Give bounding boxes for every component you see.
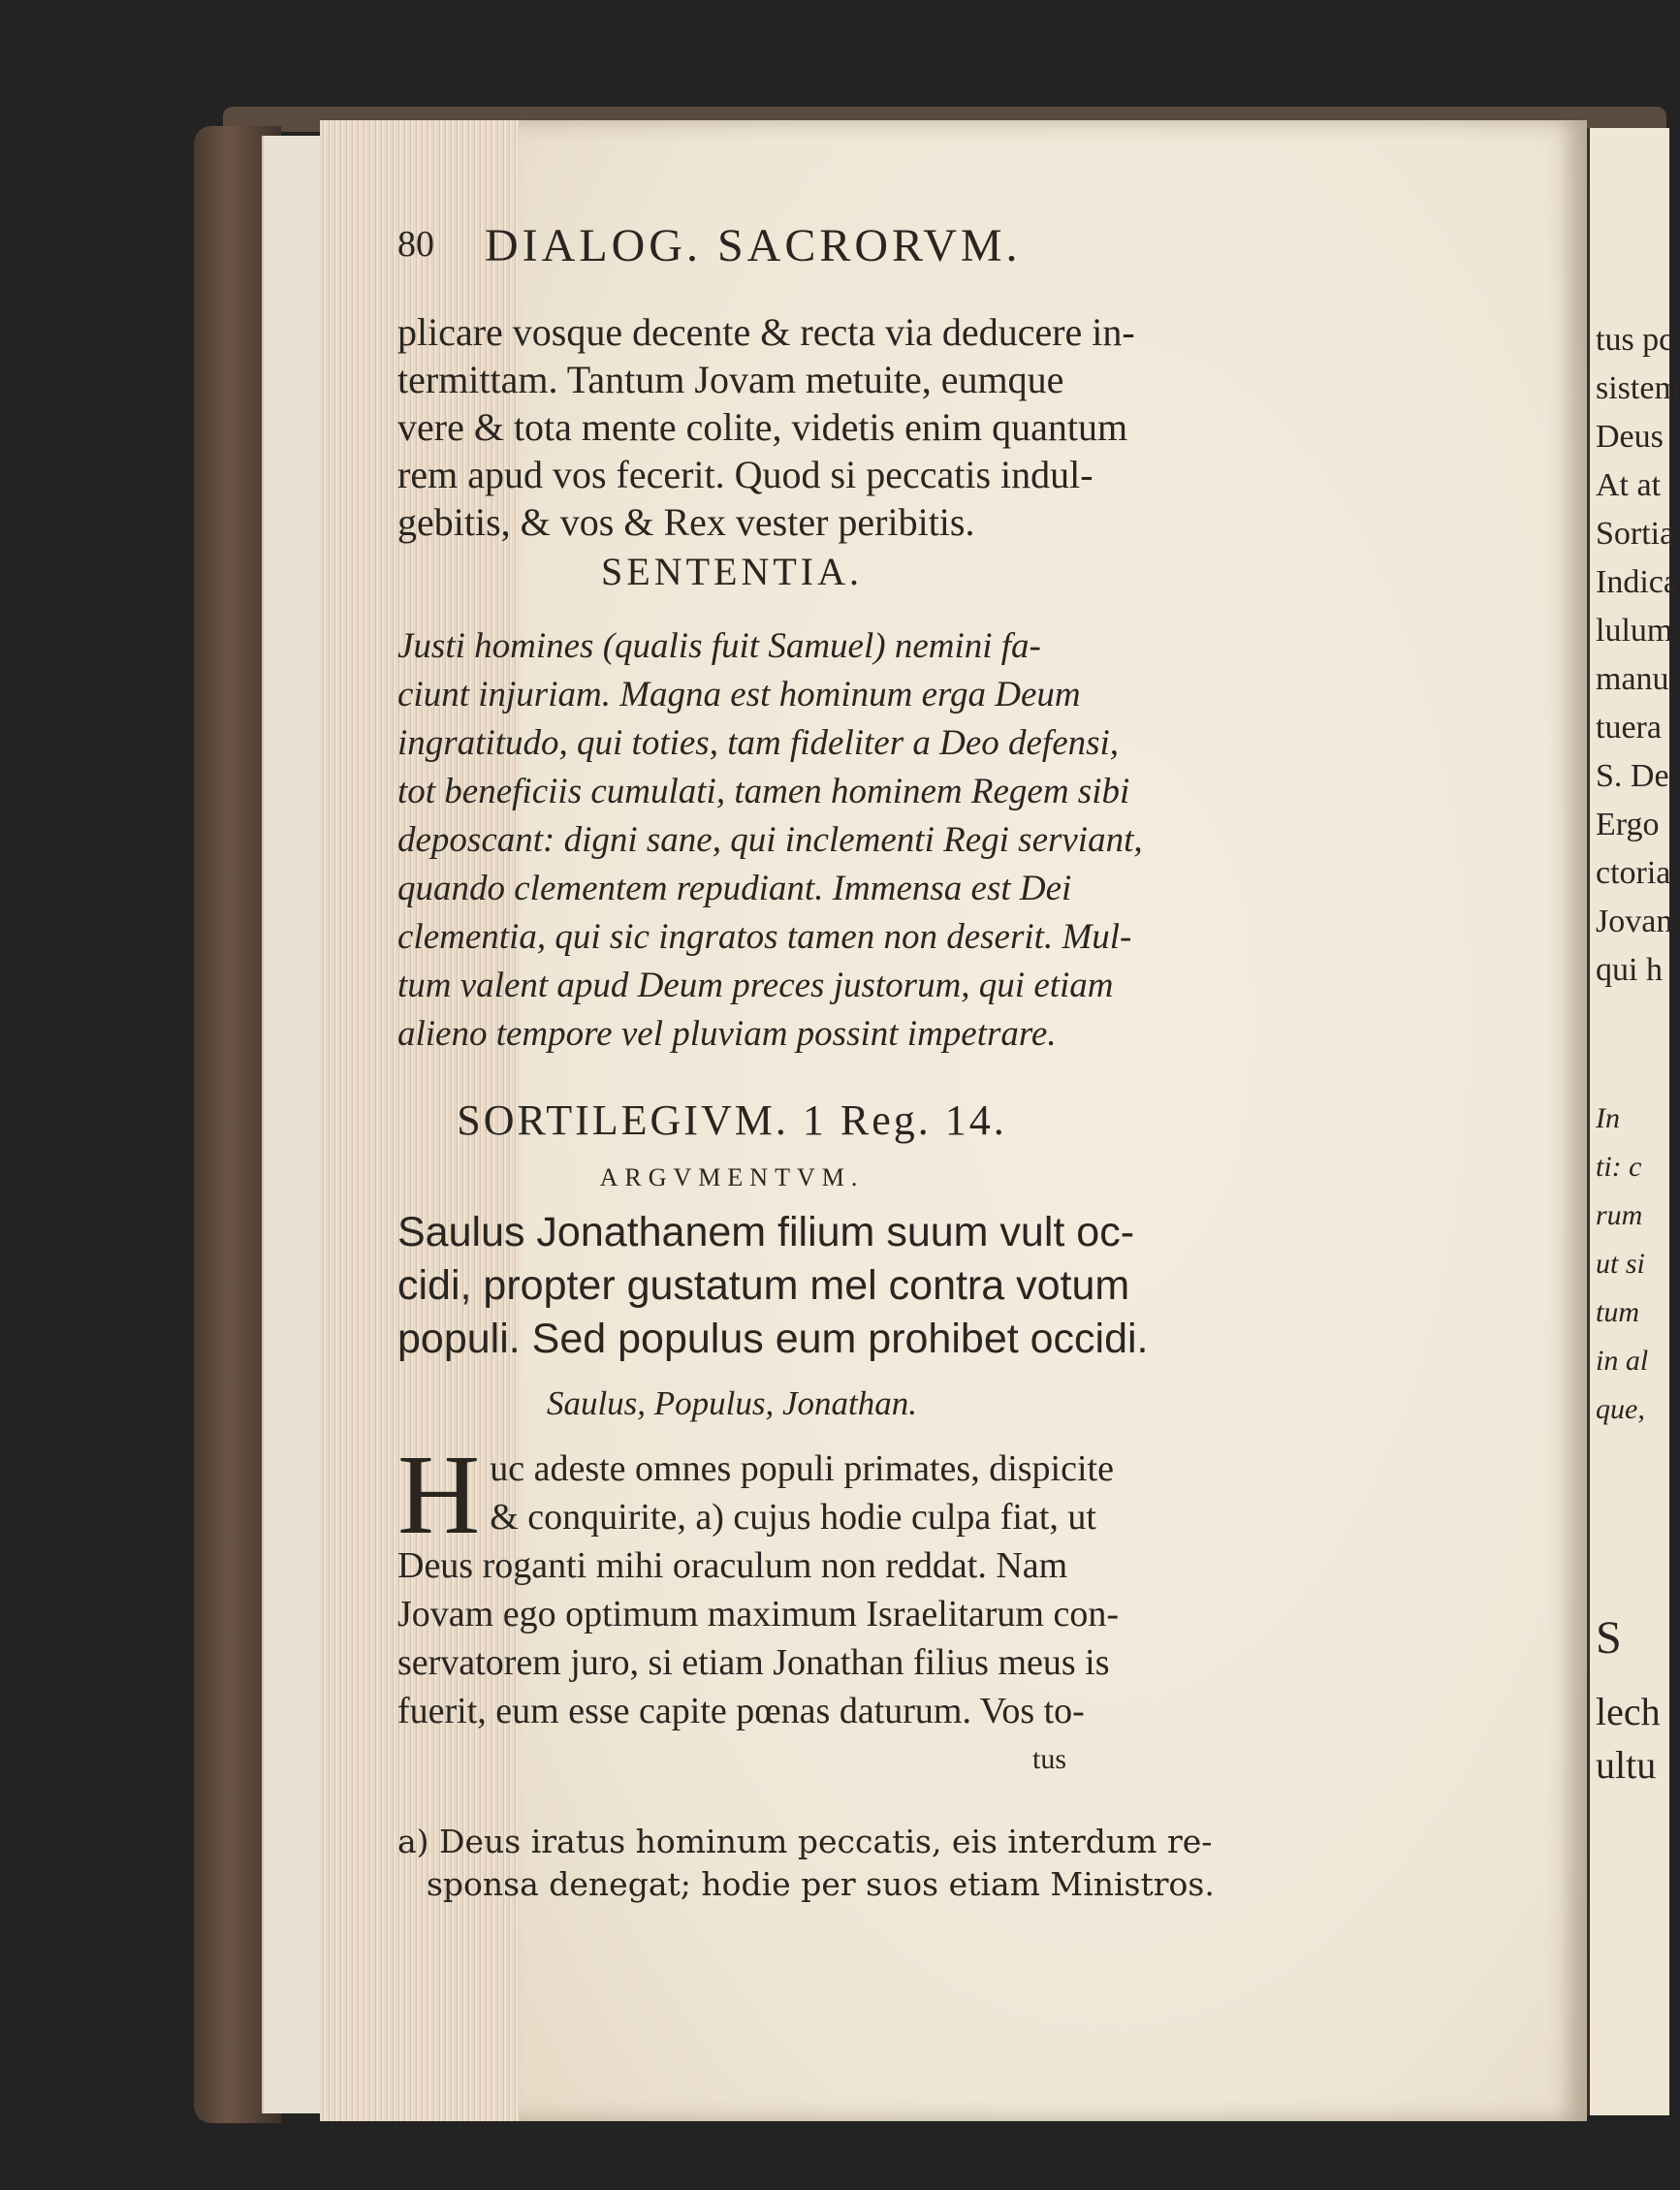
dramatis-personae: Saulus, Populus, Jonathan. bbox=[546, 1384, 918, 1422]
text-line: Jovam ego optimum maximum Israelitarum con- bbox=[397, 1594, 1120, 1635]
footnote-line: sponsa denegat; hodie per suos etiam Ministros. bbox=[427, 1865, 1215, 1903]
facing-fragment: S. De bbox=[1596, 758, 1669, 794]
argument-heading: ARGVMENTVM. bbox=[599, 1163, 865, 1191]
facing-fragment: At at bbox=[1596, 467, 1662, 503]
text-line: servatorem juro, si etiam Jonathan filius meus is bbox=[397, 1642, 1110, 1683]
section-heading: SORTILEGIVM. 1 Reg. 14. bbox=[457, 1096, 1007, 1144]
text-line: gebitis, & vos & Rex vester peribitis. bbox=[397, 500, 975, 544]
footnote bbox=[397, 1821, 1215, 1906]
facing-fragment: sistem bbox=[1596, 370, 1680, 406]
footnote-line: a) Deus iratus hominum peccatis, eis interdum re- bbox=[397, 1823, 1213, 1860]
main-text bbox=[397, 1431, 1120, 1784]
facing-fragment: in al bbox=[1596, 1345, 1649, 1377]
text-line: deposcant: digni sane, qui inclementi Regi serviant, bbox=[397, 820, 1143, 860]
facing-fragment: Jovan bbox=[1596, 904, 1673, 939]
text-line: rem apud vos fecerit. Quod si peccatis indul- bbox=[397, 453, 1094, 496]
text-line: tum valent apud Deum preces justorum, qui etiam bbox=[397, 966, 1114, 1005]
facing-fragment: In bbox=[1596, 1102, 1620, 1134]
facing-fragment: ultu bbox=[1596, 1743, 1657, 1787]
facing-fragment: manu bbox=[1596, 661, 1669, 697]
facing-fragment: Deus bbox=[1596, 419, 1664, 455]
facing-fragment: Sortia bbox=[1596, 516, 1675, 552]
facing-fragment: S bbox=[1596, 1612, 1622, 1664]
text-line: ingratitudo, qui toties, tam fideliter a Deo defensi, bbox=[397, 723, 1120, 763]
text-line: quando clementem repudiant. Immensa est Dei bbox=[397, 869, 1072, 908]
facing-page bbox=[1587, 128, 1680, 2115]
sententia-text bbox=[397, 622, 1143, 1059]
text-line: populi. Sed populus eum prohibet occidi. bbox=[397, 1316, 1149, 1362]
body-text bbox=[397, 308, 1135, 546]
sententia-heading: SENTENTIA. bbox=[601, 550, 863, 593]
page-number: 80 bbox=[397, 224, 434, 265]
text-line: uc adeste omnes populi primates, dispicite bbox=[490, 1448, 1114, 1489]
text-line: Justi homines (qualis fuit Samuel) nemini fa- bbox=[397, 626, 1041, 666]
facing-fragment: lulum bbox=[1596, 613, 1673, 649]
argument-text bbox=[397, 1206, 1149, 1366]
text-line: cidi, propter gustatum mel contra votum bbox=[397, 1262, 1130, 1309]
facing-fragment: ut si bbox=[1596, 1248, 1645, 1280]
text-line: ciunt injuriam. Magna est hominum erga Deum bbox=[397, 675, 1081, 714]
text-line: fuerit, eum esse capite pœnas daturum. Vos to- bbox=[397, 1691, 1085, 1731]
text-line: alieno tempore vel pluviam possint impetrare. bbox=[397, 1014, 1057, 1054]
facing-fragment: Indica bbox=[1596, 564, 1678, 600]
facing-fragment: rum bbox=[1596, 1199, 1643, 1231]
text-line: vere & tota mente colite, videtis enim quantum bbox=[397, 405, 1128, 449]
text-line: & conquirite, a) cujus hodie culpa fiat, ut bbox=[490, 1497, 1096, 1538]
facing-fragment: tum bbox=[1596, 1296, 1639, 1328]
facing-fragment: ctoria bbox=[1596, 855, 1671, 891]
running-title: DIALOG. SACRORVM. bbox=[485, 220, 1022, 271]
facing-fragment: que, bbox=[1596, 1393, 1645, 1425]
text-line: Deus roganti mihi oraculum non reddat. Nam bbox=[397, 1545, 1068, 1586]
text-line: Saulus Jonathanem filium suum vult oc- bbox=[397, 1209, 1135, 1255]
facing-fragment: tus pc bbox=[1596, 322, 1674, 358]
catchword: tus bbox=[1031, 1743, 1066, 1775]
drop-cap: H bbox=[397, 1431, 481, 1558]
facing-fragment: lech bbox=[1596, 1690, 1661, 1733]
text-line: termittam. Tantum Jovam metuite, eumque bbox=[397, 358, 1064, 401]
text-line: clementia, qui sic ingratos tamen non deserit. Mul- bbox=[397, 917, 1132, 957]
running-header bbox=[397, 220, 1066, 281]
facing-fragment: Ergo bbox=[1596, 807, 1660, 842]
facing-fragment: tuera bbox=[1596, 710, 1662, 746]
facing-fragment: qui h bbox=[1596, 952, 1663, 988]
text-line: plicare vosque decente & recta via deducere in- bbox=[397, 310, 1135, 354]
facing-fragment: ti: c bbox=[1596, 1151, 1642, 1183]
text-line: tot beneficiis cumulati, tamen hominem Regem sibi bbox=[397, 772, 1130, 811]
